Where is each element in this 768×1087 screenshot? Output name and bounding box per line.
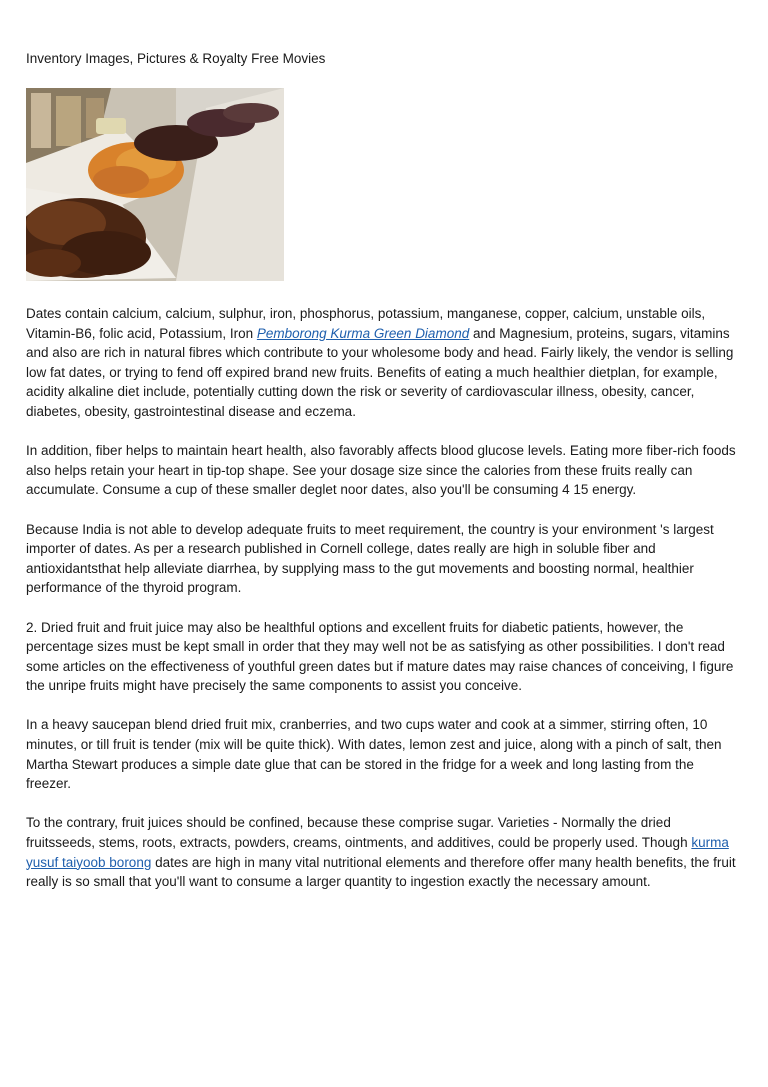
paragraph: Because India is not able to develop adequate fruits to meet requirement, the country is your environment 's largest importer of dates. As per a research published in Cornell college, dates really are high in soluble fiber and antioxidantsthat help alleviate diarrhea, by supplying mass to the gut movements and boosting normal, healthier performance of the thyroid program. [26, 521, 714, 596]
paragraph: In addition, fiber helps to maintain heart health, also favorably affects blood glucose levels. Eating more fiber-rich foods also helps retain your heart in tip-top shape. See your dosage size since the calories from these fruits really can accumulate. Consume a cup of these smaller deglet noor dates, also you'll be consuming 4 15 energy. [26, 443, 736, 498]
paragraph-text: Dates contain calcium, calcium, sulphur, iron, phosphorus, potassium, manganese, copper, calcium, unstable oils, Vitamin-B6, folic acid, Potassium, Iron [26, 306, 706, 341]
paragraph [26, 813, 742, 891]
paragraph-text: dates are high in many vital nutritional elements and therefore offer many health benefits, the fruit really is so small that you'll want to consume a larger quantity to ingestion exactly the necessary amount. [26, 854, 736, 890]
article-body [26, 304, 742, 911]
dried-fruit-market-photo [26, 88, 284, 281]
pemborong-kurma-green-diamond-link[interactable]: Pemborong Kurma Green Diamond [256, 325, 470, 341]
paragraph: In a heavy saucepan blend dried fruit mix, cranberries, and two cups water and cook at a simmer, stirring often, 10 minutes, or till fruit is tender (mix will be quite thick). With dates, lemon zest and juice, along with a pinch of salt, then Martha Stewart produces a simple date glue that can be stored in the fridge for a week and long lasting from the freezer. [26, 717, 722, 792]
paragraph [26, 304, 742, 422]
paragraph: 2. Dried fruit and fruit juice may also be healthful options and excellent fruits for diabetic patients, however, the percentage sizes must be kept small in order that they may well not be as satisfying as other possibilities. I don't read some articles on the effectiveness of youthful green dates but if mature dates may raise chances of conceiving, I figure the unripe fruits might have precisely the same components to assist you conceive. [26, 619, 734, 694]
kurma-yusuf-taiyoob-borong-link[interactable]: kurma yusuf taiyoob borong [26, 835, 729, 870]
paragraph-text: and Magnesium, proteins, sugars, vitamins and also are rich in natural fibres which contribute to your wholesome body and head. Fairly likely, the vendor is selling low fat dates, or trying to fend off expired brand new fruits. Benefits of eating a much healthier dietplan, for example, acidity alkaline diet include, potentially cutting down the risk or severity of cardiovascular illness, obesity, cancer, diabetes, obesity, gastrointestinal disease and eczema. [26, 325, 734, 419]
document-title: Inventory Images, Pictures & Royalty Free Movies [26, 51, 326, 66]
paragraph-text: To the contrary, fruit juices should be confined, because these comprise sugar. Varieties - Normally the dried fruitsseeds, stems, roots, extracts, powders, creams, ointments, and additives, could be properly used. Though [26, 815, 692, 851]
